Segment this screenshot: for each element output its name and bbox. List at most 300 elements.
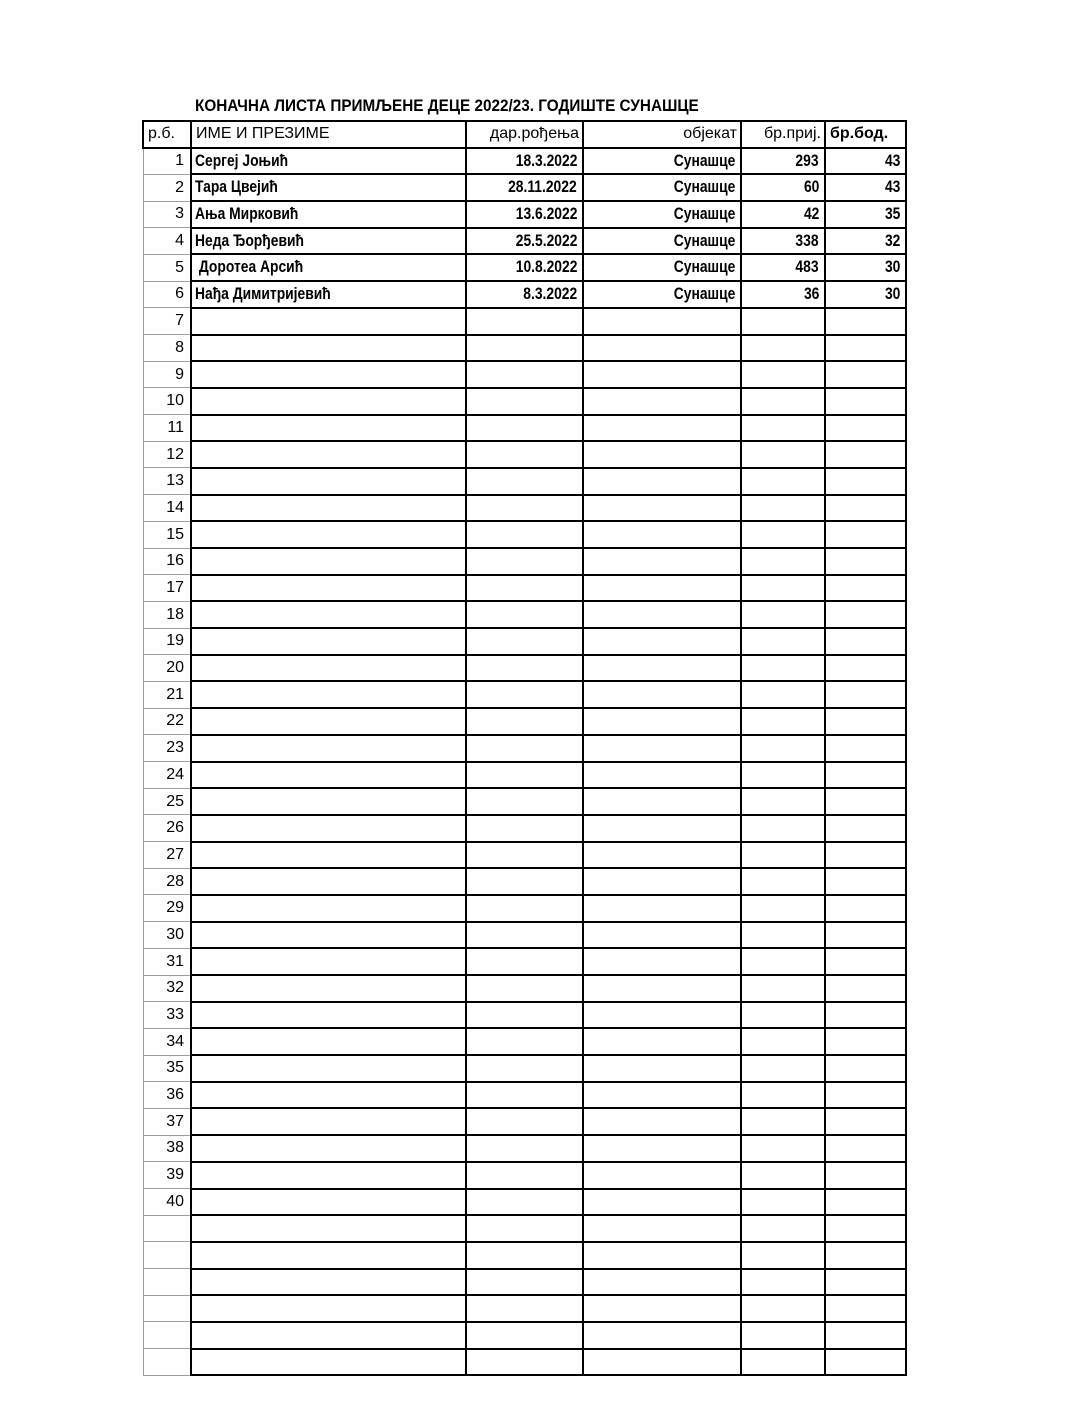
birthdate-cell-value: 10.8.2022	[515, 258, 577, 277]
facility-cell	[583, 1162, 741, 1189]
name-cell	[191, 468, 466, 495]
facility-cell-value: Сунашце	[673, 258, 735, 277]
points-cell	[825, 1269, 906, 1296]
name-cell	[191, 441, 466, 468]
points-cell	[825, 1162, 906, 1189]
birthdate-cell	[466, 1322, 583, 1349]
application-number-cell	[741, 1108, 825, 1135]
row-number-cell: 27	[143, 842, 191, 869]
application-number-cell	[741, 1242, 825, 1269]
name-cell	[191, 1189, 466, 1216]
row-number-cell: 9	[143, 361, 191, 388]
application-number-cell	[741, 1269, 825, 1296]
facility-cell	[583, 1295, 741, 1322]
row-number-cell: 24	[143, 762, 191, 789]
name-cell	[191, 361, 466, 388]
name-cell	[191, 708, 466, 735]
application-number-cell	[741, 895, 825, 922]
name-cell	[191, 842, 466, 869]
name-cell	[191, 388, 466, 415]
application-number-cell-value: 338	[795, 231, 819, 250]
table-row	[143, 1002, 906, 1029]
facility-cell	[583, 681, 741, 708]
birthdate-cell	[466, 601, 583, 628]
facility-cell	[583, 842, 741, 869]
name-cell	[191, 922, 466, 949]
name-cell	[191, 601, 466, 628]
points-cell	[825, 895, 906, 922]
table-row	[143, 948, 906, 975]
facility-cell	[583, 548, 741, 575]
facility-cell	[583, 895, 741, 922]
points-cell	[825, 548, 906, 575]
points-cell	[825, 601, 906, 628]
facility-cell	[583, 441, 741, 468]
facility-cell	[583, 975, 741, 1002]
application-number-cell	[741, 388, 825, 415]
birthdate-cell	[466, 922, 583, 949]
name-cell	[191, 521, 466, 548]
birthdate-cell	[466, 148, 583, 175]
points-cell	[825, 1055, 906, 1082]
application-number-cell-value: 42	[803, 204, 819, 223]
birthdate-cell	[466, 1189, 583, 1216]
name-cell	[191, 1162, 466, 1189]
row-number-cell: 34	[143, 1028, 191, 1055]
name-cell-value: Ања Мирковић	[195, 204, 299, 223]
points-cell	[825, 1028, 906, 1055]
name-cell	[191, 895, 466, 922]
application-number-cell	[741, 628, 825, 655]
row-number-cell: 16	[143, 548, 191, 575]
application-number-cell	[741, 228, 825, 255]
name-cell	[191, 335, 466, 362]
row-number-cell: 40	[143, 1189, 191, 1216]
row-number-cell: 1	[143, 148, 191, 175]
birthdate-cell	[466, 708, 583, 735]
application-number-cell	[741, 708, 825, 735]
facility-cell	[583, 1242, 741, 1269]
facility-cell	[583, 468, 741, 495]
birthdate-cell-value: 13.6.2022	[515, 204, 577, 223]
facility-cell	[583, 1108, 741, 1135]
birthdate-cell	[466, 868, 583, 895]
facility-cell	[583, 575, 741, 602]
birthdate-cell-value: 28.11.2022	[508, 178, 577, 197]
birthdate-cell-value: 8.3.2022	[523, 284, 577, 303]
points-cell	[825, 308, 906, 335]
application-number-cell	[741, 1028, 825, 1055]
row-number-cell: 7	[143, 308, 191, 335]
row-number-cell: 23	[143, 735, 191, 762]
birthdate-cell	[466, 655, 583, 682]
application-number-cell-value: 60	[803, 178, 819, 197]
application-number-cell	[741, 575, 825, 602]
application-number-cell	[741, 148, 825, 175]
row-number-cell: 31	[143, 948, 191, 975]
header-row	[143, 121, 906, 148]
points-cell	[825, 468, 906, 495]
birthdate-cell	[466, 1349, 583, 1376]
facility-cell	[583, 868, 741, 895]
application-number-cell	[741, 415, 825, 442]
facility-cell	[583, 1082, 741, 1109]
application-number-cell	[741, 254, 825, 281]
points-cell	[825, 1135, 906, 1162]
facility-cell	[583, 388, 741, 415]
application-number-cell	[741, 495, 825, 522]
application-number-cell	[741, 201, 825, 228]
name-cell	[191, 655, 466, 682]
birthdate-cell	[466, 335, 583, 362]
table-row	[143, 601, 906, 628]
table-row	[143, 388, 906, 415]
points-cell	[825, 1349, 906, 1376]
birthdate-cell	[466, 388, 583, 415]
points-cell-value: 43	[884, 178, 900, 197]
birthdate-cell	[466, 1055, 583, 1082]
birthdate-cell	[466, 735, 583, 762]
name-cell-value: Неда Ђорђевић	[195, 231, 304, 250]
facility-cell	[583, 495, 741, 522]
name-cell	[191, 868, 466, 895]
row-number-cell: 37	[143, 1108, 191, 1135]
points-cell	[825, 201, 906, 228]
application-number-cell	[741, 1189, 825, 1216]
header-birthdate: дар.рођења	[466, 121, 583, 148]
application-number-cell	[741, 1002, 825, 1029]
facility-cell	[583, 1215, 741, 1242]
application-number-cell	[741, 441, 825, 468]
points-cell	[825, 575, 906, 602]
application-number-cell	[741, 335, 825, 362]
name-cell	[191, 148, 466, 175]
facility-cell	[583, 228, 741, 255]
points-cell	[825, 868, 906, 895]
facility-cell	[583, 1135, 741, 1162]
facility-cell	[583, 788, 741, 815]
header-application-number: бр.приј.	[741, 121, 825, 148]
birthdate-cell	[466, 441, 583, 468]
row-number-cell: 39	[143, 1162, 191, 1189]
row-number-cell	[143, 1215, 191, 1242]
facility-cell	[583, 308, 741, 335]
points-cell	[825, 1242, 906, 1269]
points-cell	[825, 842, 906, 869]
facility-cell	[583, 281, 741, 308]
points-cell-value: 43	[884, 151, 900, 170]
points-cell	[825, 281, 906, 308]
points-cell	[825, 975, 906, 1002]
row-number-cell: 12	[143, 441, 191, 468]
facility-cell	[583, 1349, 741, 1376]
birthdate-cell	[466, 548, 583, 575]
row-number-cell	[143, 1322, 191, 1349]
name-cell	[191, 628, 466, 655]
facility-cell	[583, 335, 741, 362]
facility-cell	[583, 1028, 741, 1055]
application-number-cell	[741, 922, 825, 949]
birthdate-cell	[466, 228, 583, 255]
birthdate-cell-value: 25.5.2022	[515, 231, 577, 250]
points-cell	[825, 628, 906, 655]
points-cell	[825, 495, 906, 522]
birthdate-cell	[466, 201, 583, 228]
facility-cell	[583, 1002, 741, 1029]
row-number-cell: 11	[143, 415, 191, 442]
table-row	[143, 895, 906, 922]
table-row	[143, 1349, 906, 1376]
application-number-cell	[741, 548, 825, 575]
birthdate-cell	[466, 842, 583, 869]
application-number-cell	[741, 975, 825, 1002]
table-row	[143, 495, 906, 522]
birthdate-cell	[466, 254, 583, 281]
points-cell-value: 30	[884, 258, 900, 277]
table-row	[143, 1322, 906, 1349]
name-cell	[191, 201, 466, 228]
points-cell	[825, 415, 906, 442]
name-cell	[191, 1055, 466, 1082]
application-number-cell	[741, 1162, 825, 1189]
birthdate-cell	[466, 895, 583, 922]
name-cell-value: Нађа Димитријевић	[195, 284, 331, 303]
application-number-cell	[741, 1215, 825, 1242]
points-cell	[825, 335, 906, 362]
row-number-cell: 21	[143, 681, 191, 708]
facility-cell	[583, 521, 741, 548]
table-row	[143, 681, 906, 708]
application-number-cell	[741, 468, 825, 495]
facility-cell	[583, 361, 741, 388]
facility-cell	[583, 201, 741, 228]
application-number-cell	[741, 735, 825, 762]
table-row	[143, 735, 906, 762]
name-cell	[191, 548, 466, 575]
birthdate-cell	[466, 628, 583, 655]
points-cell	[825, 681, 906, 708]
name-cell	[191, 575, 466, 602]
facility-cell-value: Сунашце	[673, 151, 735, 170]
row-number-cell: 29	[143, 895, 191, 922]
points-cell	[825, 361, 906, 388]
application-number-cell	[741, 361, 825, 388]
points-cell	[825, 388, 906, 415]
points-cell	[825, 1108, 906, 1135]
table-row	[143, 815, 906, 842]
facility-cell-value: Сунашце	[673, 204, 735, 223]
application-number-cell	[741, 655, 825, 682]
name-cell-value: Доротеа Арсић	[195, 258, 304, 277]
name-cell	[191, 1322, 466, 1349]
facility-cell	[583, 1269, 741, 1296]
application-number-cell-value: 36	[803, 284, 819, 303]
table-row	[143, 254, 906, 281]
facility-cell	[583, 415, 741, 442]
row-number-cell: 19	[143, 628, 191, 655]
table-row	[143, 628, 906, 655]
name-cell	[191, 281, 466, 308]
facility-cell-value: Сунашце	[673, 178, 735, 197]
row-number-cell: 15	[143, 521, 191, 548]
table-row	[143, 762, 906, 789]
table-row	[143, 335, 906, 362]
row-number-cell: 17	[143, 575, 191, 602]
application-number-cell	[741, 521, 825, 548]
name-cell-value: Сергеј Јоњић	[195, 151, 289, 170]
header-row-number: р.б.	[143, 121, 191, 148]
name-cell	[191, 762, 466, 789]
birthdate-cell	[466, 1002, 583, 1029]
birthdate-cell	[466, 361, 583, 388]
application-number-cell-value: 293	[795, 151, 819, 170]
birthdate-cell	[466, 1242, 583, 1269]
table-row	[143, 868, 906, 895]
points-cell	[825, 1082, 906, 1109]
birthdate-cell	[466, 788, 583, 815]
row-number-cell: 18	[143, 601, 191, 628]
table-row	[143, 148, 906, 175]
points-cell	[825, 1189, 906, 1216]
birthdate-cell	[466, 575, 583, 602]
birthdate-cell	[466, 468, 583, 495]
birthdate-cell	[466, 762, 583, 789]
table-row	[143, 1135, 906, 1162]
points-cell	[825, 762, 906, 789]
points-cell	[825, 708, 906, 735]
application-number-cell	[741, 1295, 825, 1322]
row-number-cell: 28	[143, 868, 191, 895]
facility-cell	[583, 1189, 741, 1216]
table-row	[143, 201, 906, 228]
name-cell	[191, 815, 466, 842]
header-points: бр.бод.	[825, 121, 906, 148]
row-number-cell: 5	[143, 254, 191, 281]
points-cell	[825, 228, 906, 255]
birthdate-cell	[466, 174, 583, 201]
points-cell-value: 32	[884, 231, 900, 250]
application-number-cell	[741, 1055, 825, 1082]
name-cell	[191, 1028, 466, 1055]
table-row	[143, 842, 906, 869]
application-number-cell	[741, 1135, 825, 1162]
table-row	[143, 655, 906, 682]
name-cell	[191, 1242, 466, 1269]
application-number-cell	[741, 681, 825, 708]
birthdate-cell	[466, 681, 583, 708]
table-row	[143, 1108, 906, 1135]
application-number-cell	[741, 308, 825, 335]
row-number-cell: 3	[143, 201, 191, 228]
points-cell	[825, 1322, 906, 1349]
name-cell	[191, 254, 466, 281]
name-cell	[191, 948, 466, 975]
application-number-cell	[741, 601, 825, 628]
row-number-cell: 14	[143, 495, 191, 522]
facility-cell	[583, 708, 741, 735]
application-number-cell	[741, 815, 825, 842]
name-cell	[191, 495, 466, 522]
table-row	[143, 174, 906, 201]
birthdate-cell	[466, 308, 583, 335]
birthdate-cell	[466, 1162, 583, 1189]
header-name: ИМЕ И ПРЕЗИМЕ	[191, 121, 466, 148]
row-number-cell: 32	[143, 975, 191, 1002]
facility-cell	[583, 628, 741, 655]
row-number-cell: 20	[143, 655, 191, 682]
header-facility: објекат	[583, 121, 741, 148]
points-cell	[825, 441, 906, 468]
application-number-cell	[741, 868, 825, 895]
table-body	[143, 148, 906, 1376]
table-row	[143, 548, 906, 575]
name-cell	[191, 1349, 466, 1376]
table-row	[143, 1242, 906, 1269]
name-cell	[191, 975, 466, 1002]
birthdate-cell	[466, 1028, 583, 1055]
table-row	[143, 521, 906, 548]
facility-cell	[583, 148, 741, 175]
page-title: КОНАЧНА ЛИСТА ПРИМЉЕНЕ ДЕЦЕ 2022/23. ГОДИШТЕ СУНАШЦЕ	[195, 96, 699, 115]
points-cell	[825, 521, 906, 548]
facility-cell	[583, 922, 741, 949]
row-number-cell: 25	[143, 788, 191, 815]
facility-cell	[583, 948, 741, 975]
row-number-cell	[143, 1269, 191, 1296]
row-number-cell: 26	[143, 815, 191, 842]
name-cell	[191, 174, 466, 201]
facility-cell	[583, 601, 741, 628]
points-cell	[825, 148, 906, 175]
application-number-cell	[741, 174, 825, 201]
row-number-cell: 13	[143, 468, 191, 495]
application-number-cell	[741, 281, 825, 308]
table-row	[143, 922, 906, 949]
table-row	[143, 1162, 906, 1189]
points-cell	[825, 922, 906, 949]
table-row	[143, 468, 906, 495]
name-cell	[191, 1082, 466, 1109]
row-number-cell: 10	[143, 388, 191, 415]
facility-cell	[583, 1055, 741, 1082]
row-number-cell: 30	[143, 922, 191, 949]
name-cell-value: Тара Цвејић	[195, 178, 278, 197]
name-cell	[191, 228, 466, 255]
facility-cell	[583, 1322, 741, 1349]
row-number-cell	[143, 1242, 191, 1269]
birthdate-cell-value: 18.3.2022	[515, 151, 577, 170]
name-cell	[191, 1135, 466, 1162]
points-cell-value: 35	[884, 204, 900, 223]
facility-cell	[583, 655, 741, 682]
birthdate-cell	[466, 1269, 583, 1296]
name-cell	[191, 1002, 466, 1029]
application-number-cell	[741, 762, 825, 789]
table-row	[143, 1295, 906, 1322]
facility-cell-value: Сунашце	[673, 284, 735, 303]
name-cell	[191, 788, 466, 815]
table-row	[143, 308, 906, 335]
row-number-cell	[143, 1295, 191, 1322]
application-number-cell	[741, 842, 825, 869]
points-cell	[825, 788, 906, 815]
table-row	[143, 415, 906, 442]
table-row	[143, 361, 906, 388]
points-cell	[825, 1002, 906, 1029]
application-number-cell-value: 483	[795, 258, 819, 277]
birthdate-cell	[466, 815, 583, 842]
admission-list-table	[142, 120, 907, 1376]
